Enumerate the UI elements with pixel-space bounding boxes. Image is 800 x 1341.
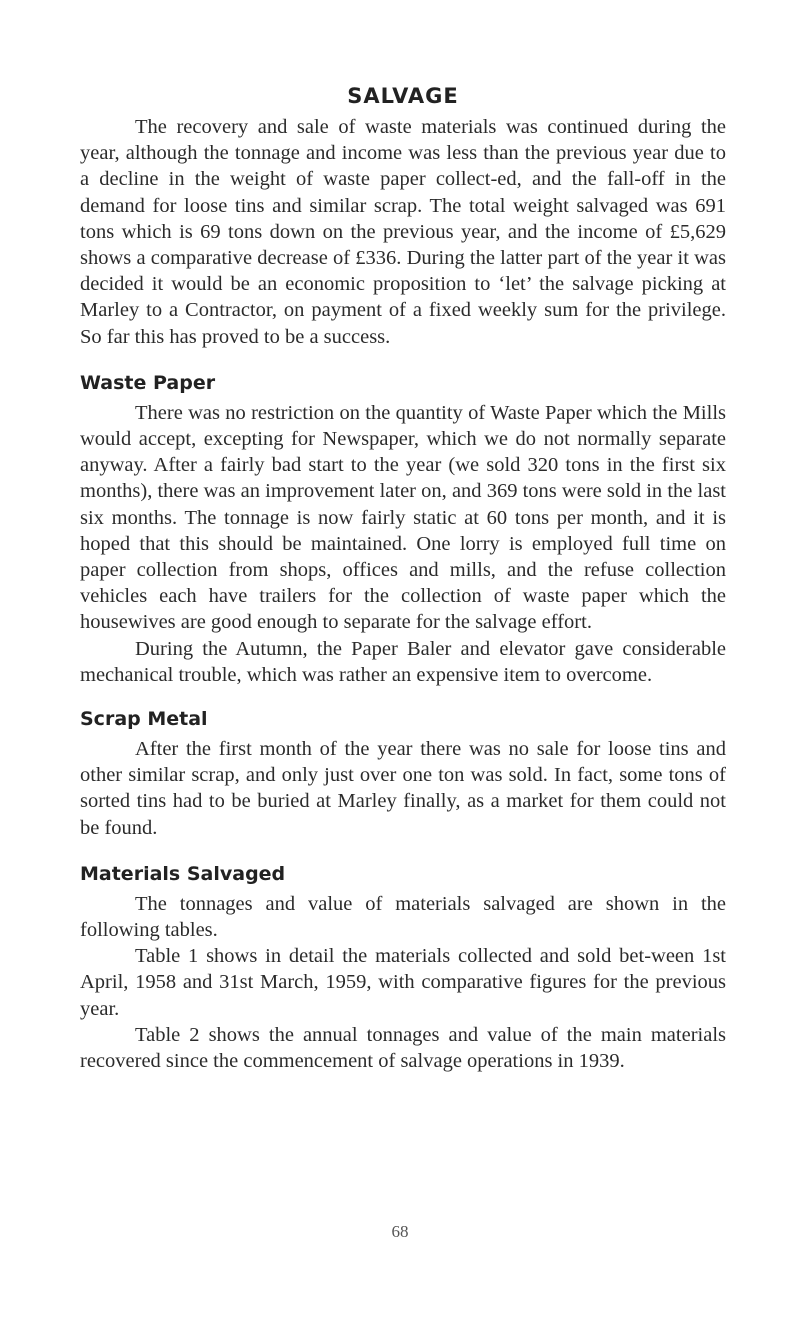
section-heading-scrap-metal: Scrap Metal — [80, 708, 208, 731]
page-title: SALVAGE — [347, 84, 459, 108]
materials-salvaged-paragraph-1: The tonnages and value of materials salvaged are shown in the following tables. — [80, 892, 726, 942]
section-heading-materials-salvaged: Materials Salvaged — [80, 862, 286, 885]
page-number: 68 — [391, 1222, 409, 1241]
section-waste-paper — [80, 370, 726, 688]
document-page — [80, 82, 726, 1074]
section-scrap-metal — [80, 706, 726, 841]
materials-salvaged-paragraph-2: Table 1 shows in detail the materials collected and sold bet-ween 1st April, 1958 and 31st March, 1959, with comparative figures for the previous year. — [80, 945, 726, 1020]
materials-salvaged-paragraph-3: Table 2 shows the annual tonnages and value of the main materials recovered since the commencement of salvage operations in 1939. — [80, 1023, 726, 1073]
waste-paper-paragraph-2: During the Autumn, the Paper Baler and elevator gave considerable mechanical trouble, which was rather an expensive item to overcome. — [80, 637, 726, 686]
section-heading-waste-paper: Waste Paper — [80, 371, 216, 394]
waste-paper-paragraph-1: There was no restriction on the quantity of Waste Paper which the Mills would accept, excepting for Newspaper, which we do not normally separate anyway. After a fairly bad start to the year (we sold 320 tons in the first six months), there was an improvement later on, and 369 tons were sold in the last six months. The tonnage is now fairly static at 60 tons per month, and it is hoped that this should be maintained. One lorry is employed full time on paper collection from shops, offices and mills, and the refuse collection vehicles each have trailers for the collection of waste paper which the housewives are good enough to separate for the salvage effort. — [80, 401, 726, 634]
scrap-metal-paragraph-1: After the first month of the year there was no sale for loose tins and other similar scrap, and only just over one ton was sold. In fact, some tons of sorted tins had to be buried at Marley finally, as a market for them could not be found. — [80, 738, 726, 839]
intro-paragraph: The recovery and sale of waste materials was continued during the year, although the tonnage and income was less than the previous year due to a decline in the weight of waste paper collect-ed, and the fall-off in the demand for loose tins and similar scrap. The total weight salvaged was 691 tons which is 69 tons down on the previous year, and the income of £5,629 shows a comparative decrease of £336. During the latter part of the year it was decided it would be an economic proposition to ‘let’ the salvage picking at Marley to a Contractor, on payment of a fixed weekly sum for the privilege. So far this has proved to be a success. — [80, 116, 726, 348]
section-materials-salvaged — [80, 861, 726, 1074]
